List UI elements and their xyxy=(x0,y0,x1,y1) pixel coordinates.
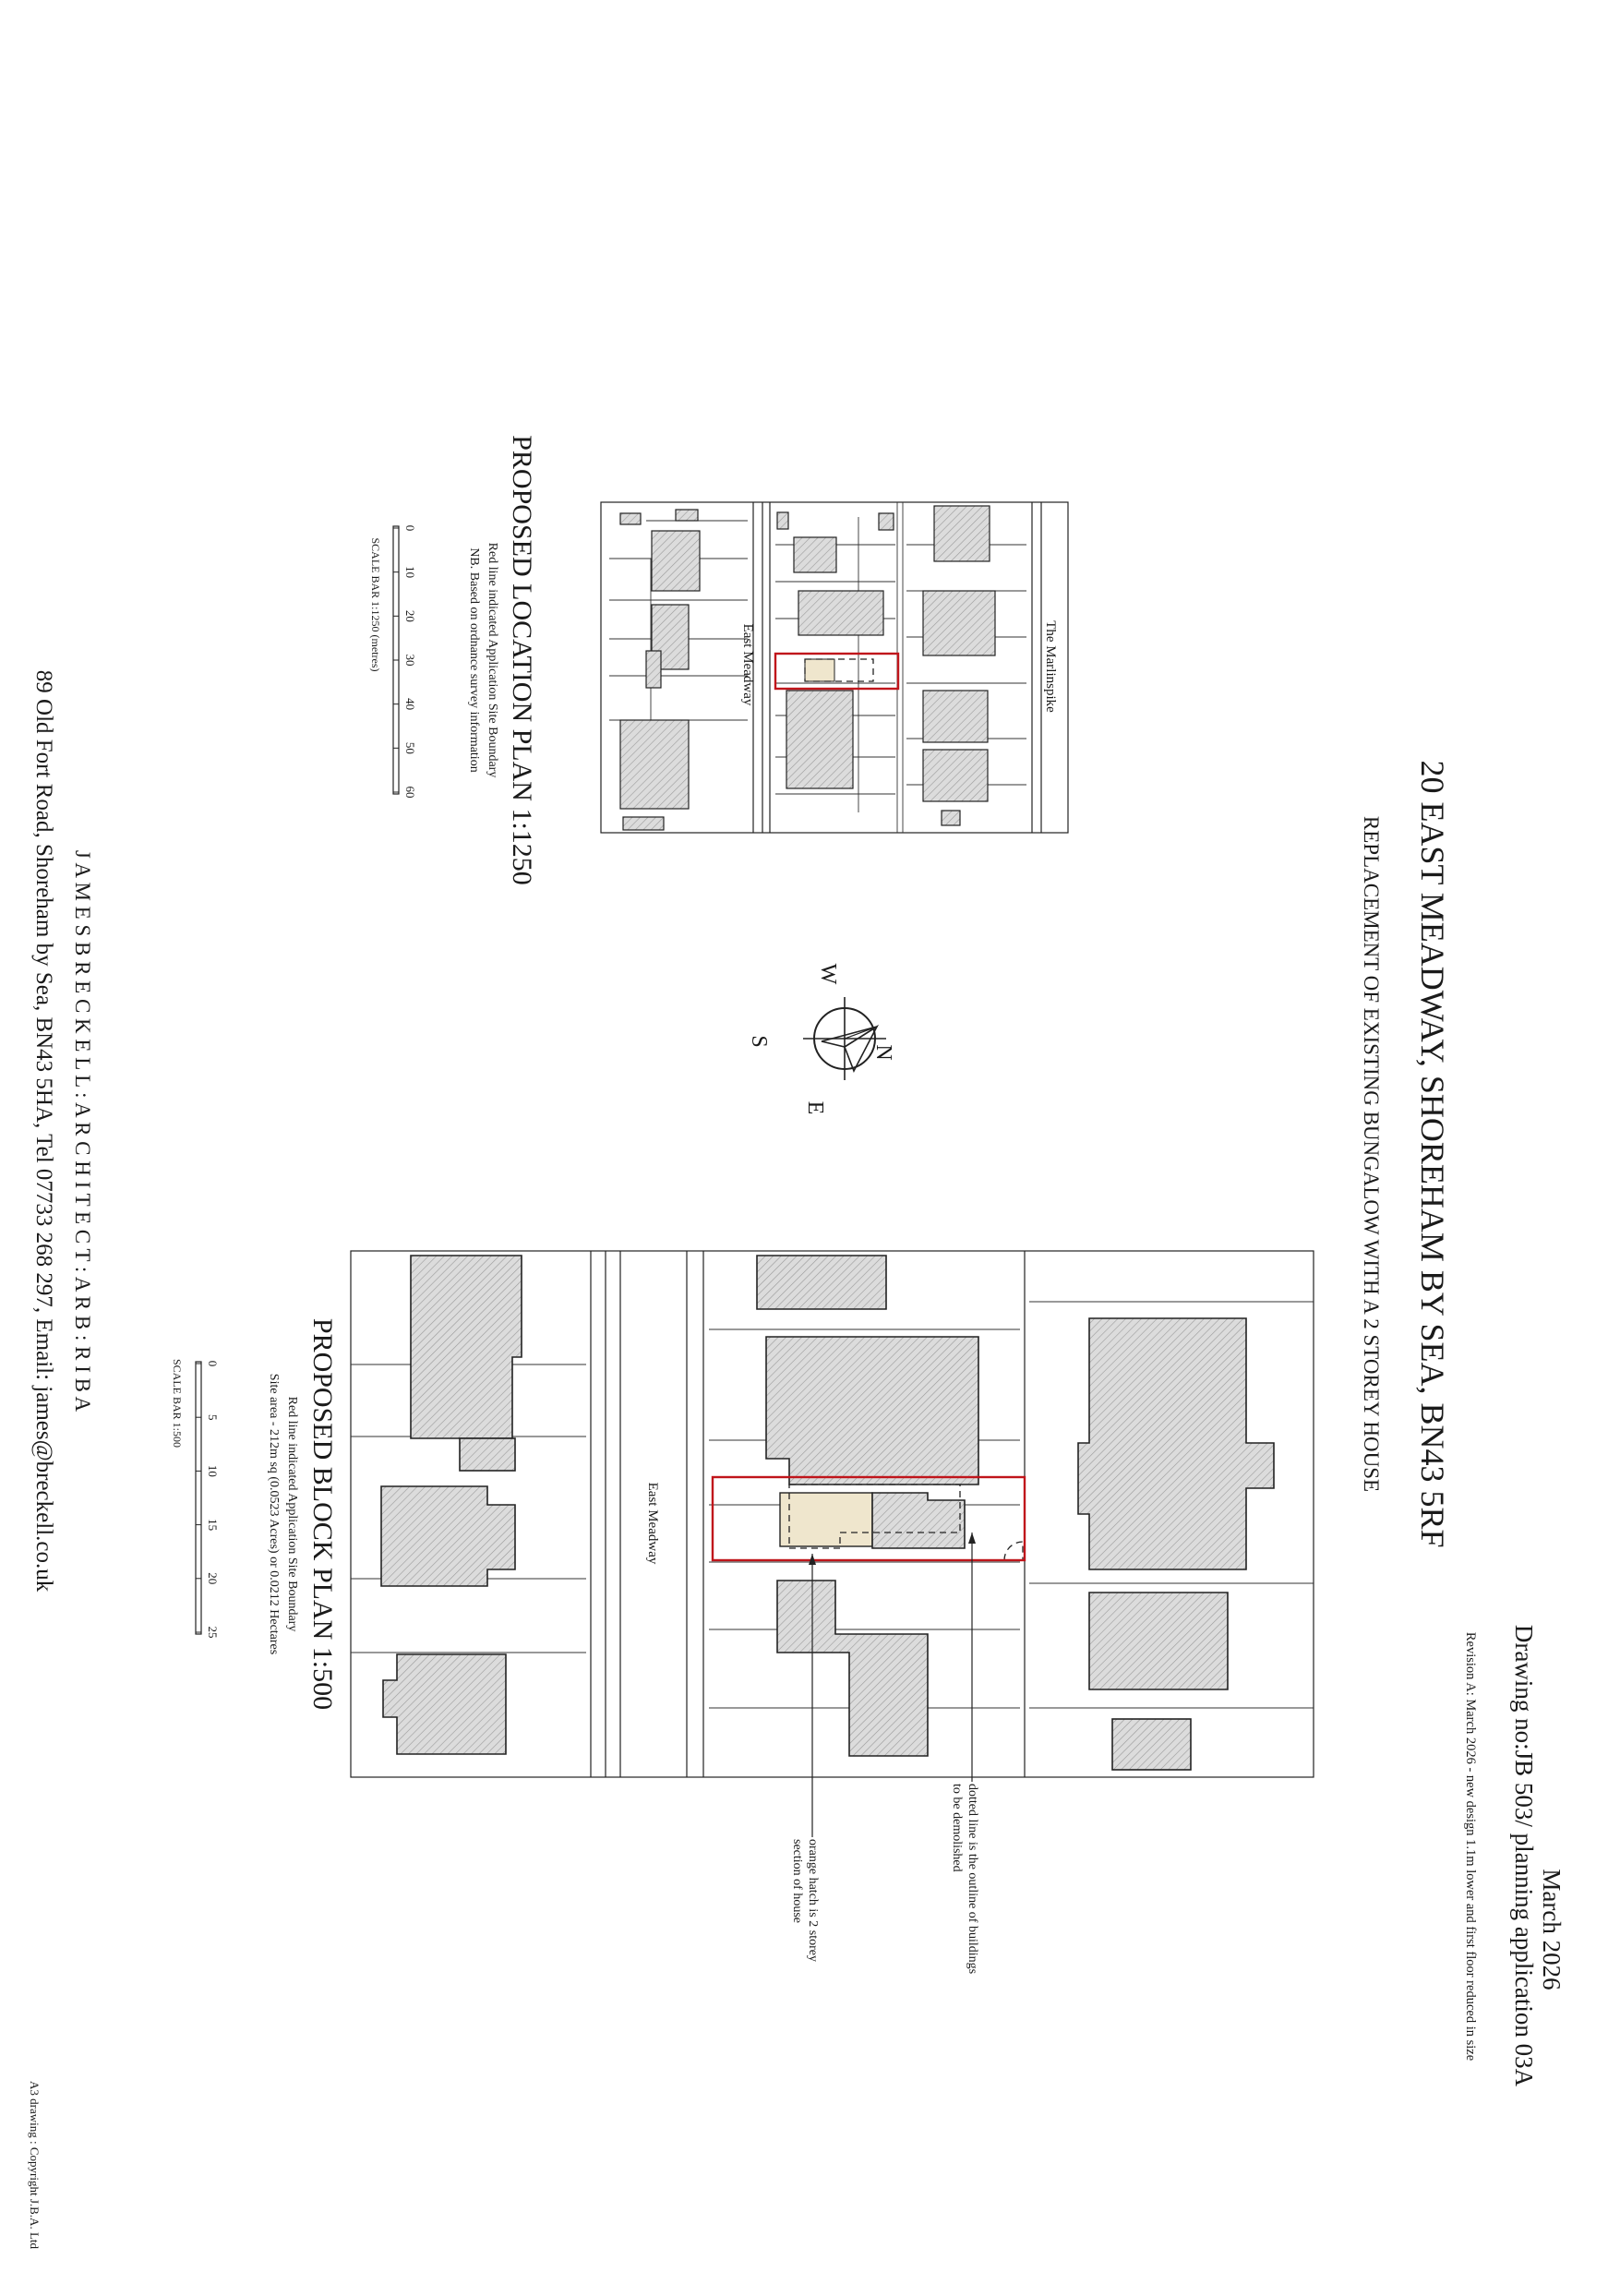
copyright-text: A3 drawing : Copyright J.B.A. Ltd xyxy=(28,2081,42,2249)
architect-block xyxy=(31,670,94,1593)
architect-address: 89 Old Fort Road, Shoreham by Sea, BN43 5HA, Tel 07733 268 297, Email: james@breckell.co.uk xyxy=(31,669,56,1593)
scale-tick-label: 20 xyxy=(403,609,417,622)
drawing-number-text: Drawing no:JB 503/ planning application 03A xyxy=(1510,1624,1538,2087)
scale-tick-label: 15 xyxy=(206,1519,220,1532)
scale-tick-label: 0 xyxy=(403,524,417,532)
architect-name: J A M E S B R E C K E L L : A R C H I T E C T : A R B : R I B A xyxy=(71,849,94,1412)
scale-tick-label: 25 xyxy=(206,1626,220,1639)
garage-outline xyxy=(1004,1542,1023,1560)
block-plan-title: PROPOSED BLOCK PLAN 1:500 xyxy=(307,1317,338,1711)
annotation-dotted-1: dotted line is the outline of buildings xyxy=(966,1784,979,1975)
compass-n: N xyxy=(871,1044,895,1061)
location-scale-bar xyxy=(369,525,417,799)
scale-tick-label: 30 xyxy=(403,654,417,667)
block-scale-label: SCALE BAR 1:500 xyxy=(171,1358,184,1449)
location-plan-note-2: NB. Based on ordnance survey information xyxy=(467,547,481,773)
block-plan-note-1: Red line indicated Application Site Boundary xyxy=(285,1396,299,1632)
scale-tick-label: 10 xyxy=(206,1464,220,1477)
scale-tick-label: 5 xyxy=(206,1413,220,1421)
road-label-marlinspike: The Marlinspike xyxy=(1043,620,1058,713)
location-plan-note-1: Red line indicated Application Site Boundary xyxy=(486,542,499,778)
compass-w: W xyxy=(816,963,840,985)
compass-s: S xyxy=(747,1035,771,1048)
block-road-label: East Meadway xyxy=(645,1482,660,1565)
scale-tick-label: 20 xyxy=(206,1572,220,1585)
two-storey-section xyxy=(780,1493,872,1546)
block-site xyxy=(713,1477,1025,1560)
scale-tick-label: 40 xyxy=(403,698,417,711)
location-site-house xyxy=(805,659,834,681)
annotation-dotted-2: to be demolished xyxy=(950,1784,964,1872)
scale-tick-label: 10 xyxy=(403,566,417,579)
revision-text: Revision A: March 2026 - new design 1.1m lower and first floor reduced in size xyxy=(1463,1631,1478,2062)
compass-e: E xyxy=(803,1100,827,1115)
block-scale-bar xyxy=(171,1359,220,1639)
location-scale-label: SCALE BAR 1:1250 (metres) xyxy=(369,537,382,672)
location-plan xyxy=(369,435,1068,885)
north-arrow xyxy=(747,964,895,1115)
road-label-east-meadway: East Meadway xyxy=(740,623,755,706)
location-plan-title: PROPOSED LOCATION PLAN 1:1250 xyxy=(507,435,537,885)
project-title: 20 EAST MEADWAY, SHOREHAM BY SEA, BN43 5RF xyxy=(1414,760,1451,1548)
scale-tick-label: 0 xyxy=(206,1360,220,1367)
block-plan xyxy=(171,1251,1314,1974)
block-plan-note-2: Site area - 212m sq (0.0523 Acres) or 0.0212 Hectares xyxy=(267,1373,281,1655)
scale-tick-label: 50 xyxy=(403,741,417,754)
annotation-orange-1: orange hatch is 2 storey xyxy=(806,1839,820,1962)
annotation-orange-2: section of house xyxy=(790,1839,804,1923)
scale-tick-label: 60 xyxy=(403,786,417,799)
date-text: March 2026 xyxy=(1538,1869,1566,1990)
project-subtitle: REPLACEMENT OF EXISTING BUNGALOW WITH A 2 STOREY HOUSE xyxy=(1360,815,1383,1493)
